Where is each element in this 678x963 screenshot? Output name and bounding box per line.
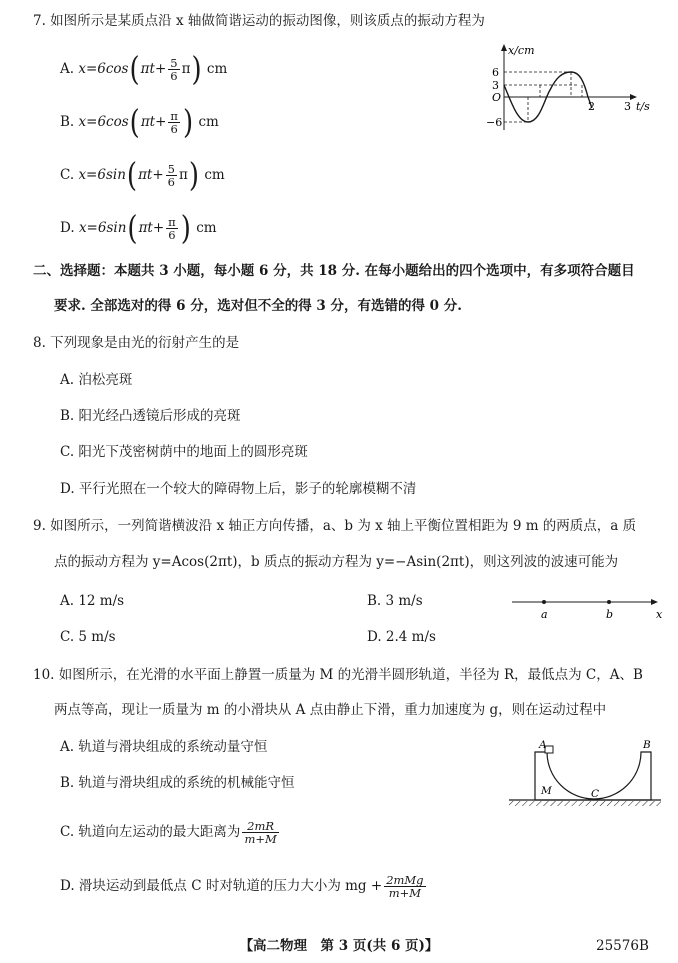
y-axis-arrow bbox=[501, 44, 507, 51]
point-a-dot bbox=[542, 600, 546, 604]
equation-pi: π bbox=[181, 61, 191, 77]
equation-lhs: x=6cos bbox=[78, 61, 129, 77]
q7-stem: 7. 如图所示是某质点沿 x 轴做简谐运动的振动图像，则该质点的振动方程为 bbox=[33, 13, 485, 29]
q7-option-d[interactable]: D. x=6sin(πt+ $\frac{\pi}{6}$ ) cm bbox=[60, 209, 217, 248]
q9-line2: 点的振动方程为 y=Acos(2πt)，b 质点的振动方程为 y=−Asin(2πt)，则这列波的波速可能为 bbox=[54, 554, 619, 570]
equation-lhs: x=6sin bbox=[78, 167, 126, 183]
unit: cm bbox=[196, 220, 217, 236]
q7-vibration-graph bbox=[484, 40, 662, 140]
equation-lhs: x=6sin bbox=[78, 220, 127, 236]
fraction: $\frac{\pi}{6}$ bbox=[168, 215, 176, 242]
fraction: $\frac{5}{6}$ bbox=[170, 56, 178, 83]
wave-axis-arrow bbox=[651, 599, 658, 605]
q9-option-b[interactable]: B. 3 m/s bbox=[367, 593, 423, 609]
equation-pi: π bbox=[179, 167, 188, 183]
unit: cm bbox=[198, 114, 219, 130]
q9-option-c[interactable]: C. 5 m/s bbox=[60, 629, 116, 645]
q9-option-a[interactable]: A. 12 m/s bbox=[60, 593, 125, 609]
q9-option-d[interactable]: D. 2.4 m/s bbox=[367, 629, 436, 645]
footer-page-info: 【高二物理 第 3 页(共 6 页)】 bbox=[239, 938, 439, 954]
option-label: A. bbox=[60, 61, 75, 77]
option-text: D. 滑块运动到最低点 C 时对轨道的压力大小为 mg + bbox=[60, 878, 383, 894]
label-C: C bbox=[591, 788, 600, 800]
q10-line2: 两点等高，现让一质量为 m 的小滑块从 A 点由静止下滑，重力加速度为 g，则在运动过程中 bbox=[54, 702, 607, 718]
option-label: C. bbox=[60, 167, 75, 183]
q9-axis-figure bbox=[508, 592, 668, 622]
label-M: M bbox=[541, 785, 552, 797]
fraction: $\frac{5}{6}$ bbox=[167, 162, 175, 189]
equation-inner: πt+ bbox=[140, 114, 167, 130]
unit: cm bbox=[204, 167, 225, 183]
q10-option-a[interactable]: A. 轨道与滑块组成的系统动量守恒 bbox=[60, 739, 268, 755]
q7-option-c[interactable]: C. x=6sin(πt+ $\frac{5}{6}$ π) cm bbox=[60, 156, 225, 195]
footer-code: 25576B bbox=[596, 938, 649, 954]
equation-inner: πt+ bbox=[140, 61, 167, 77]
point-b-label: b bbox=[606, 608, 614, 621]
origin-label: O bbox=[492, 91, 502, 104]
label-A: A bbox=[539, 739, 547, 751]
q10-option-c[interactable] bbox=[60, 820, 281, 845]
q8-option-b[interactable]: B. 阳光经凸透镜后形成的亮斑 bbox=[60, 408, 241, 424]
tick-t3: 3 bbox=[624, 100, 631, 113]
y-axis-label: x/cm bbox=[508, 44, 535, 57]
fraction: $\frac{\pi}{6}$ bbox=[170, 109, 178, 136]
equation-inner: πt+ bbox=[138, 167, 164, 183]
point-a-label: a bbox=[541, 608, 548, 621]
q10-option-b[interactable]: B. 轨道与滑块组成的系统的机械能守恒 bbox=[60, 775, 295, 791]
q10-option-d[interactable] bbox=[60, 874, 428, 899]
q8-stem: 8. 下列现象是由光的衍射产生的是 bbox=[33, 335, 240, 351]
section2-line2: 要求. 全部选对的得 6 分，选对但不全的得 3 分，有选错的得 0 分. bbox=[54, 298, 462, 314]
ground-hatch bbox=[509, 801, 661, 806]
x-axis-label: t/s bbox=[636, 100, 650, 113]
section2-line1: 二、选择题：本题共 3 小题，每小题 6 分，共 18 分. 在每小题给出的四个选项中，有多项符合题目 bbox=[33, 263, 635, 279]
q8-option-c[interactable]: C. 阳光下茂密树荫中的地面上的圆形亮斑 bbox=[60, 444, 308, 460]
option-label: B. bbox=[60, 114, 75, 130]
equation-lhs: x=6cos bbox=[78, 114, 129, 130]
tick-3: 3 bbox=[492, 79, 499, 92]
option-label: D. bbox=[60, 220, 75, 236]
fraction: $\frac{2mR}{m+M}$ bbox=[244, 819, 277, 846]
tick-6: 6 bbox=[492, 66, 499, 79]
q7-option-b[interactable]: B. x=6cos(πt+ $\frac{\pi}{6}$ ) cm bbox=[60, 103, 219, 142]
equation-inner: πt+ bbox=[138, 220, 165, 236]
q7-option-a[interactable]: A. x=6cos(πt+ $\frac{5}{6}$ π) cm bbox=[60, 50, 228, 89]
q10-track-figure bbox=[505, 738, 665, 812]
q10-line1: 10. 如图所示，在光滑的水平面上静置一质量为 M 的光滑半圆形轨道，半径为 R，最低点为 C，A、B bbox=[33, 667, 643, 683]
option-text: C. 轨道向左运动的最大距离为 bbox=[60, 824, 241, 840]
unit: cm bbox=[206, 61, 228, 77]
q8-option-a[interactable]: A. 泊松亮斑 bbox=[60, 372, 133, 388]
q8-option-d[interactable]: D. 平行光照在一个较大的障碍物上后，影子的轮廓模糊不清 bbox=[60, 481, 417, 497]
label-B: B bbox=[643, 739, 651, 751]
q9-line1: 9. 如图所示，一列简谐横波沿 x 轴正方向传播，a、b 为 x 轴上平衡位置相距为 9 m 的两质点，a 质 bbox=[33, 518, 637, 534]
tick-neg6: −6 bbox=[486, 116, 503, 129]
point-b-dot bbox=[607, 600, 611, 604]
axis-x-label: x bbox=[656, 608, 663, 621]
fraction: $\frac{\text{2mMg}}{m+M}$ bbox=[386, 873, 424, 900]
tick-t2: 2 bbox=[588, 100, 595, 113]
